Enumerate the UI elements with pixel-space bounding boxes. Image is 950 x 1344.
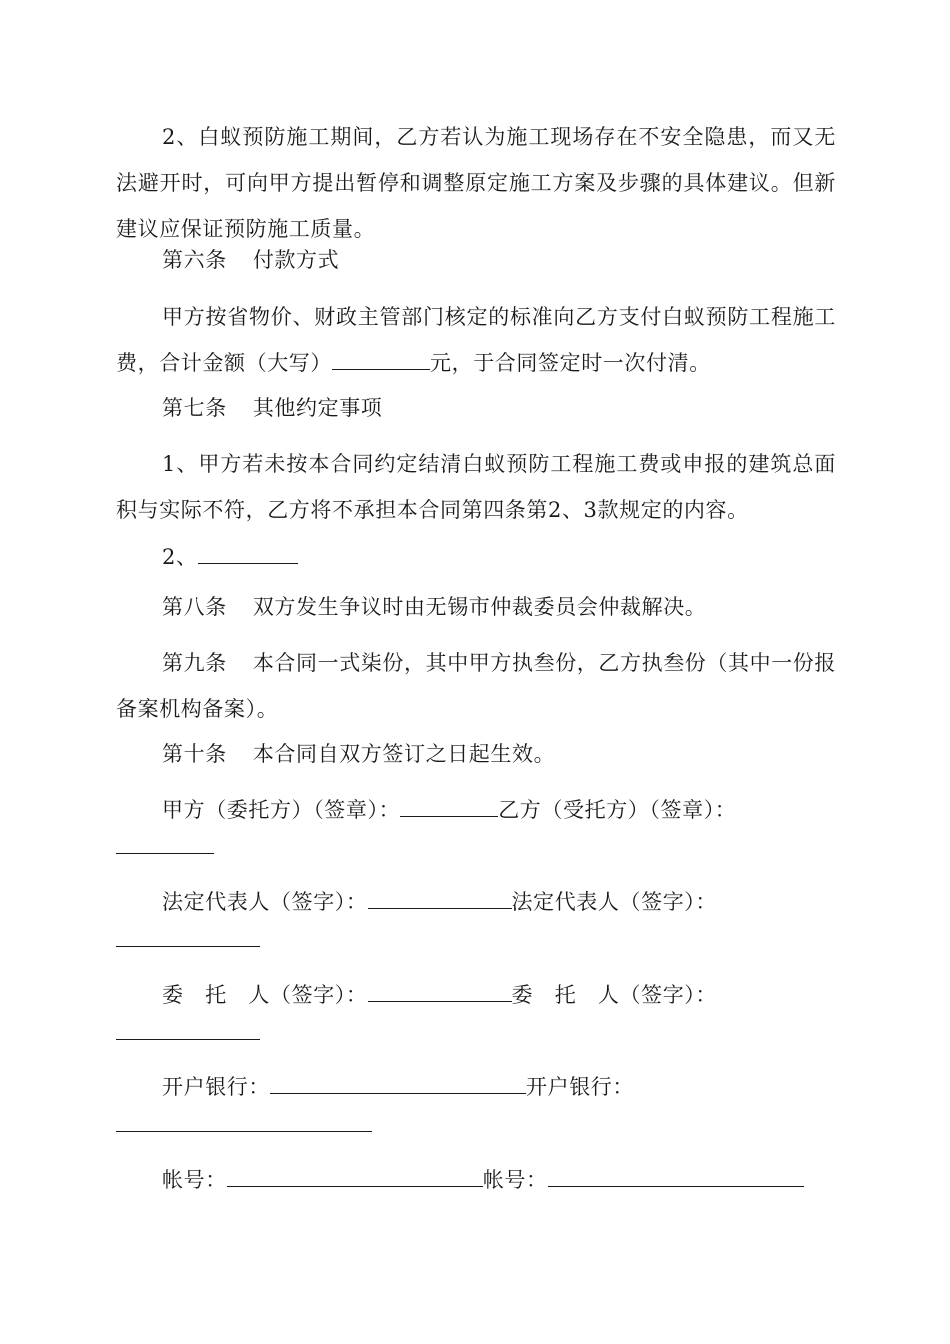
- account-a-label: 帐号：: [162, 1168, 227, 1192]
- clause8-number: 第八条: [162, 595, 227, 619]
- account-b-label: 帐号：: [482, 1168, 548, 1192]
- clause6-number: 第六条: [162, 248, 227, 272]
- clause10: [162, 741, 555, 767]
- clause9-text: 本合同一式柒份，其中甲方执叁份，乙方执叁份（其中一份报备案机构备案）。: [116, 651, 837, 721]
- clause10-text: 本合同自双方签订之日起生效。: [252, 742, 556, 766]
- clause6-body-before: 甲方按省物价、财政主管部门核定的标准向乙方支付白蚁预防工程施工费，合计金额（大写）: [116, 305, 836, 375]
- clause6-body-after: 元，于合同签定时一次付清。: [430, 351, 711, 375]
- clause8: [162, 594, 706, 620]
- account-b-blank[interactable]: [548, 1166, 804, 1187]
- clause9: [116, 640, 836, 732]
- clause6-body: [116, 294, 836, 386]
- bank-b-label: 开户银行：: [526, 1075, 634, 1099]
- item2-blank[interactable]: [198, 543, 298, 564]
- clause6-title: 付款方式: [252, 248, 340, 272]
- clause7-title: 其他约定事项: [252, 396, 383, 420]
- clause6-heading: [162, 247, 339, 273]
- agent-b-blank[interactable]: [116, 1039, 260, 1040]
- clause8-text: 双方发生争议时由无锡市仲裁委员会仲裁解决。: [252, 595, 707, 619]
- party-a-blank[interactable]: [400, 796, 498, 817]
- party-b-blank[interactable]: [116, 853, 214, 854]
- amount-blank[interactable]: [332, 349, 430, 370]
- legal-rep-row: [162, 888, 717, 915]
- bank-b-blank[interactable]: [116, 1131, 372, 1132]
- party-a-label: 甲方（委托方）（签章）：: [162, 798, 401, 822]
- legal-rep-a-label: 法定代表人（签字）：: [162, 890, 368, 914]
- agent-a-blank[interactable]: [368, 981, 512, 1002]
- bank-a-blank[interactable]: [270, 1073, 526, 1094]
- party-signature-row: [162, 796, 736, 823]
- legal-rep-b-blank[interactable]: [116, 946, 260, 947]
- legal-rep-a-blank[interactable]: [368, 888, 512, 909]
- clause7-item2: [162, 543, 298, 570]
- bank-row: [162, 1073, 634, 1100]
- clause7-item1: 1、甲方若未按本合同约定结清白蚁预防工程施工费或申报的建筑总面积与实际不符，乙方将不承担本合同第四条第2、3款规定的内容。: [116, 452, 836, 522]
- clause10-number: 第十条: [162, 742, 227, 766]
- clause7-item2-prefix: 2、: [162, 545, 198, 569]
- agent-a-label: 委 托 人（签字）：: [162, 983, 368, 1007]
- account-row: [162, 1166, 804, 1193]
- clause5-item2: 2、白蚁预防施工期间，乙方若认为施工现场存在不安全隐患，而又无法避开时，可向甲方提出暂停和调整原定施工方案及步骤的具体建议。但新建议应保证预防施工质量。: [116, 125, 836, 241]
- bank-a-label: 开户银行：: [162, 1075, 270, 1099]
- clause7-number: 第七条: [162, 396, 227, 420]
- party-b-label: 乙方（受托方）（签章）：: [498, 798, 737, 822]
- clause7-heading: [162, 395, 382, 421]
- legal-rep-b-label: 法定代表人（签字）：: [511, 890, 717, 914]
- account-a-blank[interactable]: [227, 1166, 483, 1187]
- clause9-number: 第九条: [162, 651, 227, 675]
- agent-b-label: 委 托 人（签字）：: [511, 983, 717, 1007]
- agent-row: [162, 981, 717, 1008]
